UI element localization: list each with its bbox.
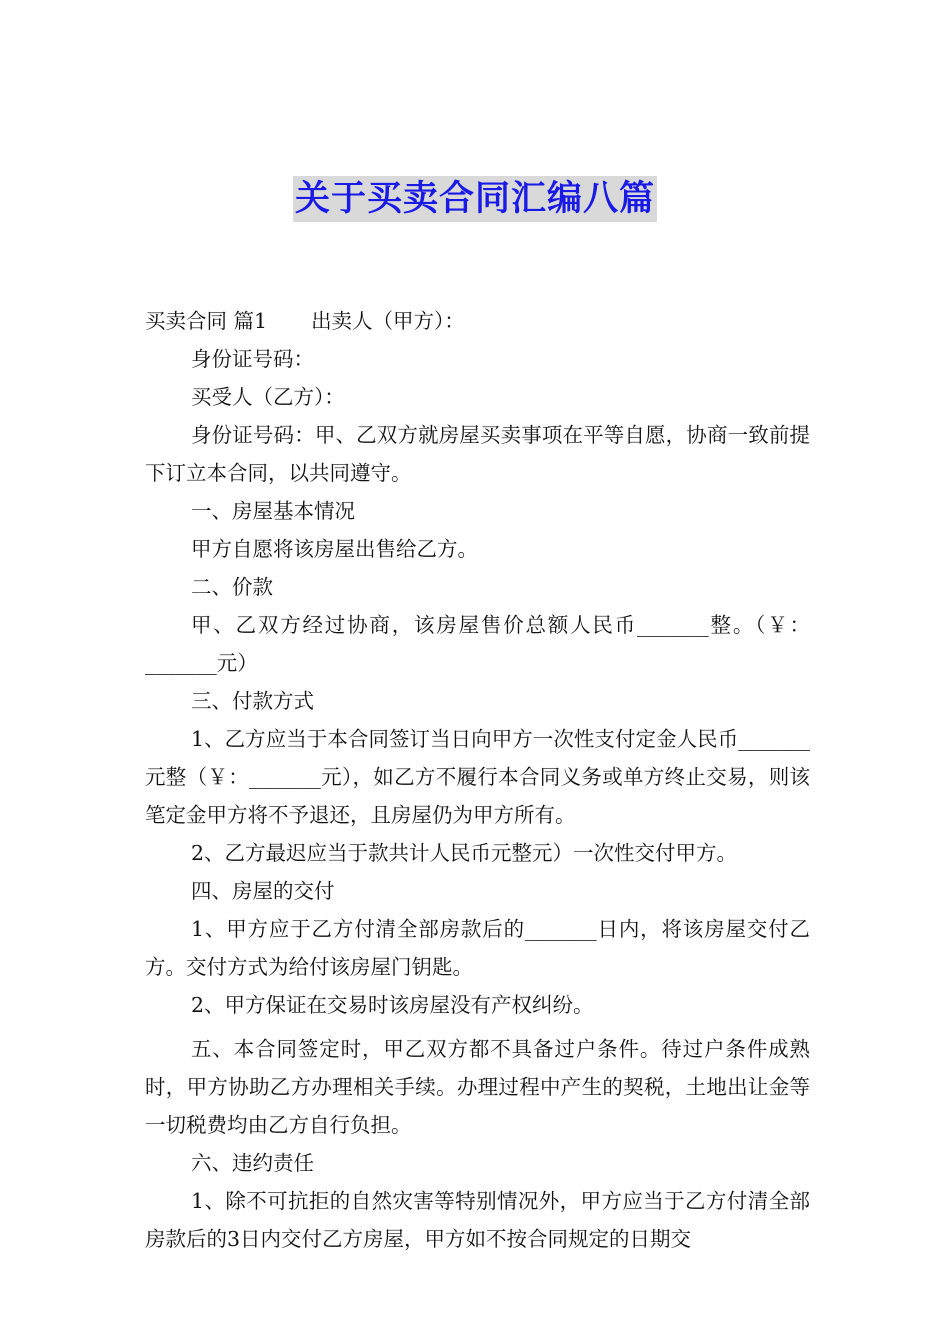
section-heading: 一、房屋基本情况: [191, 499, 355, 523]
paragraph: 1、除不可抗拒的自然灾害等特别情况外，甲方应当于乙方付清全部房款后的3日内交付乙方房屋，甲方如不按合同规定的日期交: [145, 1189, 810, 1251]
section-heading: 二、价款: [191, 575, 273, 599]
paragraph: 甲方自愿将该房屋出售给乙方。: [191, 537, 478, 561]
paragraph: 1、乙方应当于本合同签订当日向甲方一次性支付定金人民币_______元整（￥：_______元），如乙方不履行本合同义务或单方终止交易，则该笔定金甲方将不予退还，且房屋仍为甲方所有。: [145, 727, 810, 827]
paragraph: 2、乙方最迟应当于款共计人民币元整元）一次性交付甲方。: [191, 841, 738, 865]
paragraph: 五、本合同签定时，甲乙双方都不具备过户条件。待过户条件成熟时，甲方协助乙方办理相关手续。办理过程中产生的契税，土地出让金等一切税费均由乙方自行负担。: [145, 1037, 810, 1137]
section-heading: 六、违约责任: [191, 1151, 314, 1175]
document-title: 关于买卖合同汇编八篇: [293, 176, 657, 222]
section-heading: 三、付款方式: [191, 689, 314, 713]
title-container: [0, 176, 950, 222]
section-heading: 四、房屋的交付: [191, 879, 335, 903]
paragraph: 身份证号码：甲、乙双方就房屋买卖事项在平等自愿，协商一致前提下订立本合同，以共同遵守。: [145, 423, 810, 485]
document-body: [145, 302, 810, 1258]
seller-label: 出卖人（甲方）：: [311, 309, 465, 333]
paragraph: 1、甲方应于乙方付清全部房款后的_______日内，将该房屋交付乙方。交付方式为给付该房屋门钥匙。: [145, 917, 810, 979]
paragraph: 身份证号码：: [191, 347, 314, 371]
intro-line: [145, 302, 810, 340]
paragraph: 2、甲方保证在交易时该房屋没有产权纠纷。: [191, 993, 594, 1017]
article-heading: 买卖合同 篇1: [145, 309, 268, 333]
paragraph: 甲、乙双方经过协商，该房屋售价总额人民币_______整。（￥：_______元）: [145, 613, 810, 675]
paragraph: 买受人（乙方）：: [191, 385, 345, 409]
